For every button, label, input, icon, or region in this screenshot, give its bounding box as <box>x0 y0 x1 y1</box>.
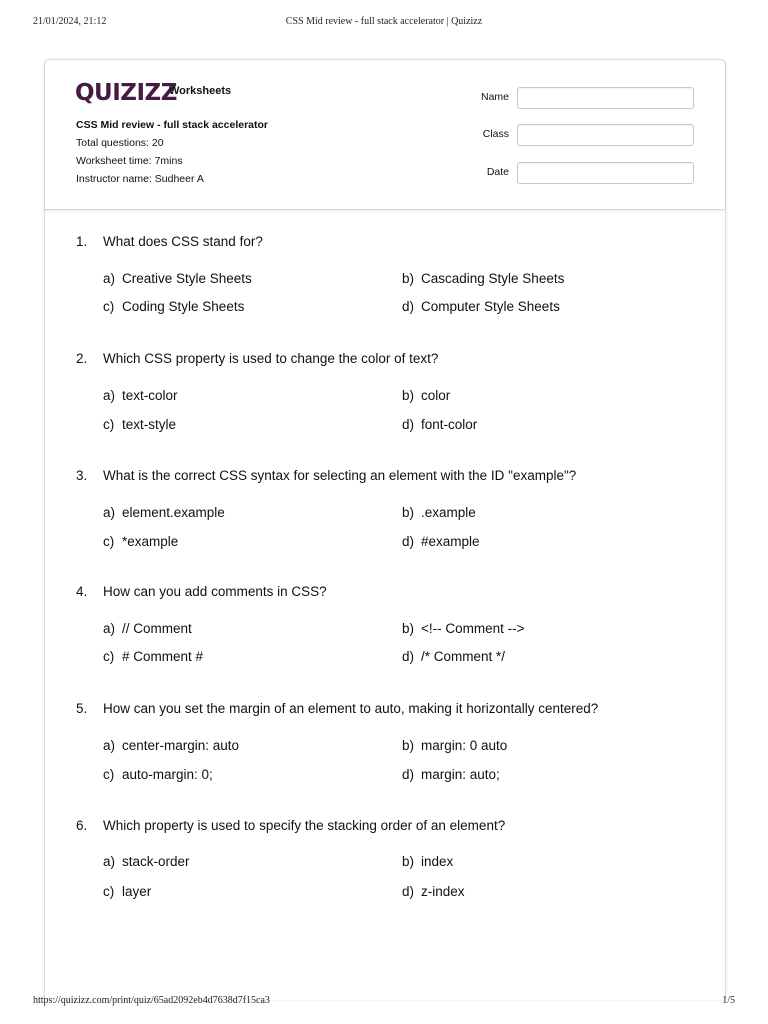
option-text: *example <box>122 534 179 549</box>
option-text: margin: auto; <box>421 767 500 782</box>
option-text: <!-- Comment --> <box>421 621 525 636</box>
option-b[interactable] <box>402 854 453 869</box>
option-text: // Comment <box>122 621 192 636</box>
option-letter: c) <box>103 534 115 549</box>
option-d[interactable] <box>402 884 465 899</box>
class-field[interactable] <box>517 124 694 146</box>
option-letter: a) <box>103 621 116 636</box>
question-text: Which property is used to specify the stacking order of an element? <box>103 818 506 833</box>
option-a[interactable] <box>103 388 178 403</box>
option-a[interactable] <box>103 854 190 869</box>
option-letter: d) <box>402 417 415 432</box>
option-letter: c) <box>103 299 115 314</box>
question-text: How can you add comments in CSS? <box>103 584 327 599</box>
option-a[interactable] <box>103 738 239 753</box>
option-letter: b) <box>402 854 415 869</box>
option-text: Creative Style Sheets <box>122 271 252 286</box>
option-letter: c) <box>103 649 115 664</box>
question-number: 1. <box>76 234 88 249</box>
option-c[interactable] <box>103 534 178 549</box>
option-b[interactable] <box>402 621 525 636</box>
option-text: color <box>421 388 451 403</box>
option-text: #example <box>421 534 480 549</box>
option-letter: d) <box>402 299 415 314</box>
question-text: How can you set the margin of an element to auto, making it horizontally centered? <box>103 701 599 716</box>
option-letter: c) <box>103 884 115 899</box>
worksheet-time: Worksheet time: 7mins <box>76 155 183 167</box>
question-number: 6. <box>76 818 88 833</box>
option-d[interactable] <box>402 299 560 314</box>
option-letter: b) <box>402 388 415 403</box>
print-footer <box>0 995 768 1009</box>
option-letter: d) <box>402 534 415 549</box>
option-letter: a) <box>103 854 116 869</box>
question-text: What does CSS stand for? <box>103 234 263 249</box>
option-text: element.example <box>122 505 225 520</box>
option-letter: c) <box>103 767 115 782</box>
class-label: Class <box>482 128 509 140</box>
option-letter: a) <box>103 738 116 753</box>
option-d[interactable] <box>402 534 480 549</box>
option-letter: b) <box>402 505 415 520</box>
option-c[interactable] <box>103 767 213 782</box>
option-letter: b) <box>402 738 415 753</box>
option-text: /* Comment */ <box>421 649 506 664</box>
date-label: Date <box>486 166 509 178</box>
option-letter: a) <box>103 505 116 520</box>
option-text: # Comment # <box>122 649 204 664</box>
quizizz-logo: QUIZIZZ <box>75 80 177 106</box>
option-text: font-color <box>421 417 478 432</box>
worksheet-header <box>45 60 725 210</box>
total-questions: Total questions: 20 <box>76 137 164 149</box>
option-d[interactable] <box>402 417 477 432</box>
option-letter: a) <box>103 388 116 403</box>
logo-subtitle: Worksheets <box>169 85 232 97</box>
option-text: layer <box>122 884 152 899</box>
worksheet-title: CSS Mid review - full stack accelerator <box>76 119 268 131</box>
option-c[interactable] <box>103 884 151 899</box>
option-letter: b) <box>402 271 415 286</box>
option-text: .example <box>421 505 476 520</box>
option-d[interactable] <box>402 767 500 782</box>
option-text: text-color <box>122 388 178 403</box>
question-number: 2. <box>76 351 88 366</box>
print-header <box>0 16 768 30</box>
option-b[interactable] <box>402 738 507 753</box>
option-b[interactable] <box>402 271 564 286</box>
name-label: Name <box>480 91 509 103</box>
name-field[interactable] <box>517 87 694 109</box>
option-c[interactable] <box>103 417 176 432</box>
option-a[interactable] <box>103 621 192 636</box>
print-url: https://quizizz.com/print/quiz/65ad2092eb4d7638d7f15ca3 <box>33 995 270 1006</box>
worksheet-page <box>44 59 726 1000</box>
option-c[interactable] <box>103 649 203 664</box>
question-text: Which CSS property is used to change the color of text? <box>103 351 439 366</box>
page-number: 1/5 <box>722 995 735 1006</box>
option-text: Coding Style Sheets <box>122 299 245 314</box>
option-letter: c) <box>103 417 115 432</box>
option-text: z-index <box>421 884 465 899</box>
option-letter: d) <box>402 767 415 782</box>
question-number: 3. <box>76 468 88 483</box>
print-page-title: CSS Mid review - full stack accelerator | Quizizz <box>285 16 483 27</box>
option-d[interactable] <box>402 649 505 664</box>
question-number: 5. <box>76 701 88 716</box>
option-text: Cascading Style Sheets <box>421 271 565 286</box>
option-text: text-style <box>122 417 177 432</box>
option-letter: b) <box>402 621 415 636</box>
option-text: auto-margin: 0; <box>122 767 213 782</box>
date-field[interactable] <box>517 162 694 184</box>
option-a[interactable] <box>103 505 225 520</box>
question-number: 4. <box>76 584 88 599</box>
print-datetime: 21/01/2024, 21:12 <box>33 16 107 27</box>
option-letter: d) <box>402 649 415 664</box>
option-text: center-margin: auto <box>122 738 240 753</box>
instructor-name: Instructor name: Sudheer A <box>76 173 204 185</box>
option-letter: d) <box>402 884 415 899</box>
question-text: What is the correct CSS syntax for selecting an element with the ID "example"? <box>103 468 577 483</box>
option-a[interactable] <box>103 271 252 286</box>
option-text: margin: 0 auto <box>421 738 508 753</box>
option-text: stack-order <box>122 854 190 869</box>
option-b[interactable] <box>402 505 476 520</box>
option-c[interactable] <box>103 299 244 314</box>
option-letter: a) <box>103 271 116 286</box>
option-text: index <box>421 854 454 869</box>
option-text: Computer Style Sheets <box>421 299 560 314</box>
option-b[interactable] <box>402 388 450 403</box>
